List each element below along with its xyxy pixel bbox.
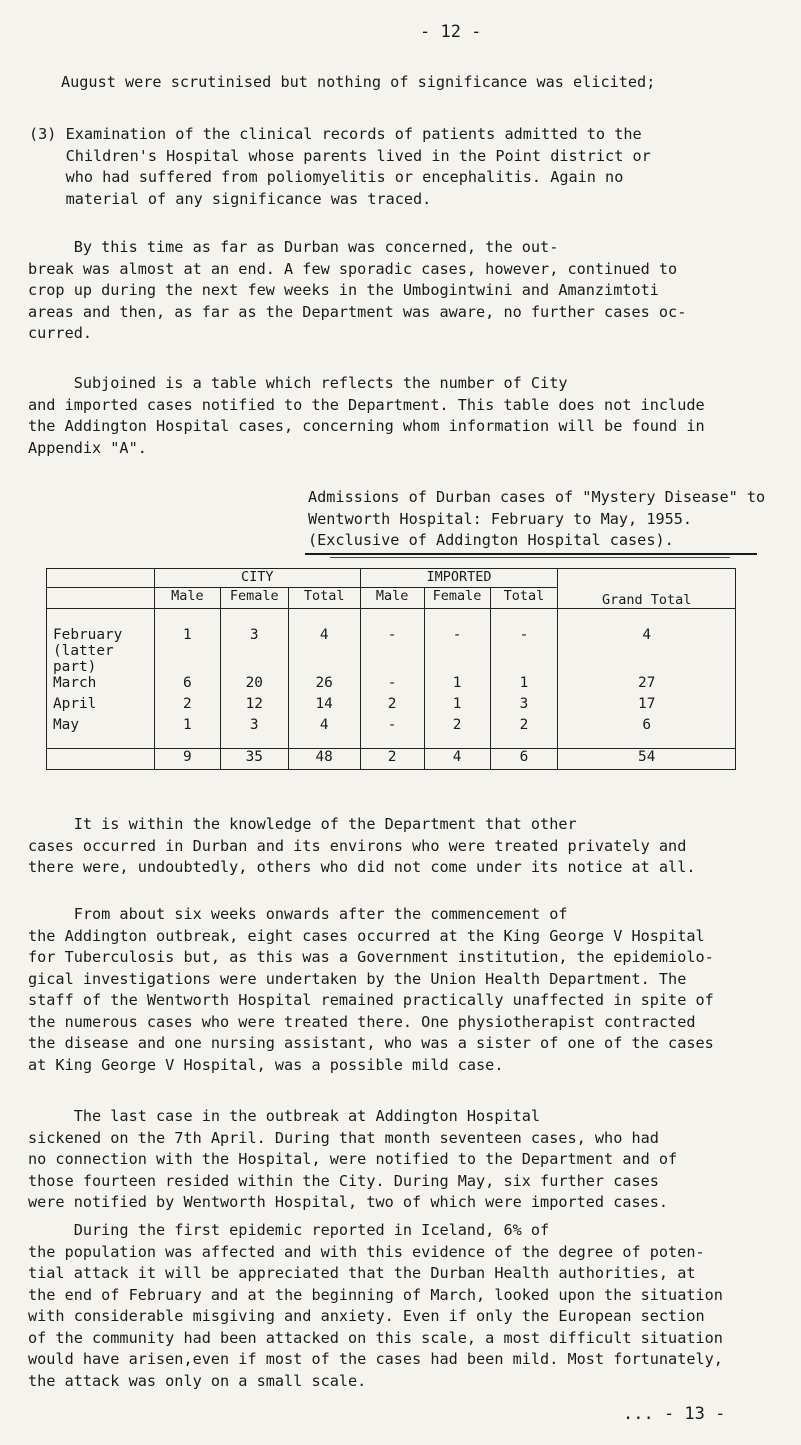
table-cell: 20	[220, 675, 288, 696]
table-cell: 6	[154, 675, 220, 696]
total-cell: 48	[288, 749, 360, 770]
heading-underline	[305, 553, 757, 555]
imported-header: IMPORTED	[360, 569, 558, 588]
text-line: crop up during the next few weeks in the Umbogintwini and Amanzimtoti	[28, 281, 659, 299]
table-cell: 2	[490, 717, 558, 749]
paragraph-iceland	[28, 1220, 723, 1392]
table-cell: 1	[154, 717, 220, 749]
text-line: Children's Hospital whose parents lived in the Point district or	[29, 146, 651, 165]
text-line: the Addington Hospital cases, concerning whom information will be found in	[28, 417, 705, 435]
page-number: - 12 -	[420, 22, 482, 42]
text-line: the Addington outbreak, eight cases occurred at the King George V Hospital	[28, 926, 705, 945]
table-row	[47, 696, 736, 717]
paragraph-private-cases	[28, 814, 696, 879]
text-line: By this time as far as Durban was concerned, the out-	[28, 238, 559, 256]
intro-line	[61, 72, 655, 94]
table-cell: 12	[220, 696, 288, 717]
month-cell: March	[47, 675, 155, 696]
table-cell: -	[360, 609, 424, 676]
column-header: Total	[288, 588, 360, 609]
admissions-table	[46, 568, 736, 770]
table-cell: 2	[154, 696, 220, 717]
text-line: break was almost at an end. A few sporadic cases, however, continued to	[28, 259, 678, 278]
table-cell: 2	[424, 717, 490, 749]
text-line: curred.	[28, 324, 93, 342]
totals-row	[47, 749, 736, 770]
table-cell: 3	[220, 609, 288, 676]
table-cell: 27	[558, 675, 736, 696]
table-cell: 4	[288, 609, 360, 676]
text-line: sickened on the 7th April. During that month seventeen cases, who had	[28, 1128, 659, 1147]
text-line: (3) Examination of the clinical records of patients admitted to the	[29, 125, 642, 143]
text-line: Appendix "A".	[28, 438, 147, 457]
text-line: Subjoined is a table which reflects the number of City	[28, 374, 568, 392]
text-line: the disease and one nursing assistant, who was a sister of one of the cases	[28, 1034, 714, 1052]
city-header: CITY	[154, 569, 360, 588]
text-line: at King George V Hospital, was a possible mild case.	[28, 1055, 504, 1074]
month-cell: February (latter part)	[47, 609, 155, 676]
text-line: staff of the Wentworth Hospital remained practically unaffected in spite of	[28, 991, 714, 1009]
table-cell: 17	[558, 696, 736, 717]
column-header: Male	[154, 588, 220, 609]
text-line: and imported cases notified to the Department. This table does not include	[28, 395, 705, 414]
text-line: From about six weeks onwards after the commencement of	[28, 905, 568, 923]
table-row	[47, 717, 736, 749]
text-line: the attack was only on a small scale.	[28, 1371, 367, 1390]
table-cell: 4	[288, 717, 360, 749]
text-line: Admissions of Durban cases of "Mystery Disease" to	[308, 488, 766, 506]
table-cell: 1	[154, 609, 220, 676]
text-line: cases occurred in Durban and its environs who were treated privately and	[28, 836, 687, 855]
table-group-header-row	[47, 569, 736, 588]
text-line: material of any significance was traced.	[29, 189, 432, 208]
text-line: would have arisen,even if most of the cases had been mild. Most fortunately,	[28, 1350, 723, 1368]
table-cell: 3	[490, 696, 558, 717]
text-line: August were scrutinised but nothing of significance was elicited;	[61, 73, 656, 91]
text-line: the end of February and at the beginning of March, looked upon the situation	[28, 1285, 723, 1304]
table-cell: 4	[558, 609, 736, 676]
table-heading	[308, 487, 765, 552]
total-cell: 9	[154, 749, 220, 770]
table-cell: 1	[490, 675, 558, 696]
text-line: areas and then, as far as the Department was aware, no further cases oc-	[28, 302, 687, 321]
text-line: there were, undoubtedly, others who did not come under its notice at all.	[28, 858, 696, 876]
text-line: It is within the knowledge of the Department that other	[28, 815, 577, 833]
month-cell: May	[47, 717, 155, 749]
text-line: those fourteen resided within the City. During May, six further cases	[28, 1171, 659, 1190]
text-line: tial attack it will be appreciated that the Durban Health authorities, at	[28, 1264, 696, 1282]
paragraph-subjoined-table	[28, 373, 705, 459]
column-header: Male	[360, 588, 424, 609]
text-line: with considerable misgiving and anxiety. Even if only the European section	[28, 1307, 705, 1325]
text-line: who had suffered from poliomyelitis or encephalitis. Again no	[29, 168, 624, 186]
column-header: Total	[490, 588, 558, 609]
month-cell: April	[47, 696, 155, 717]
column-header: Female	[424, 588, 490, 609]
text-line: the population was affected and with this evidence of the degree of poten-	[28, 1242, 705, 1261]
total-cell: 4	[424, 749, 490, 770]
text-line: of the community had been attacked on this scale, a most difficult situation	[28, 1328, 723, 1347]
table-cell: -	[490, 609, 558, 676]
text-line: the numerous cases who were treated there. One physiotherapist contracted	[28, 1012, 696, 1031]
table-cell: 3	[220, 717, 288, 749]
table-cell: 1	[424, 696, 490, 717]
total-cell: 2	[360, 749, 424, 770]
paragraph-outbreak-end	[28, 237, 686, 345]
total-cell: 54	[558, 749, 736, 770]
table-cell: 1	[424, 675, 490, 696]
text-line: The last case in the outbreak at Addington Hospital	[28, 1107, 541, 1125]
total-cell: 6	[490, 749, 558, 770]
text-line: Wentworth Hospital: February to May, 1955.	[308, 509, 693, 528]
paragraph-last-case	[28, 1106, 677, 1214]
table-cell: -	[360, 675, 424, 696]
next-page-marker: ... - 13 -	[623, 1404, 726, 1424]
text-line: (Exclusive of Addington Hospital cases).	[308, 531, 674, 549]
table-cell: 6	[558, 717, 736, 749]
table-cell: 14	[288, 696, 360, 717]
text-line: During the first epidemic reported in Iceland, 6% of	[28, 1221, 550, 1239]
heading-underline-thin	[330, 557, 730, 558]
table-cell: -	[424, 609, 490, 676]
text-line: gical investigations were undertaken by the Union Health Department. The	[28, 969, 687, 988]
grand-total-header: Grand Total	[558, 569, 736, 609]
paragraph-king-george	[28, 904, 714, 1076]
text-line: for Tuberculosis but, as this was a Government institution, the epidemiolo-	[28, 948, 714, 966]
table-row	[47, 675, 736, 696]
table-cell: 2	[360, 696, 424, 717]
table-cell: 26	[288, 675, 360, 696]
text-line: were notified by Wentworth Hospital, two of which were imported cases.	[28, 1193, 669, 1211]
table-row	[47, 609, 736, 676]
item-3-paragraph	[29, 124, 651, 210]
total-cell: 35	[220, 749, 288, 770]
column-header: Female	[220, 588, 288, 609]
table-cell: -	[360, 717, 424, 749]
text-line: no connection with the Hospital, were notified to the Department and of	[28, 1150, 678, 1168]
